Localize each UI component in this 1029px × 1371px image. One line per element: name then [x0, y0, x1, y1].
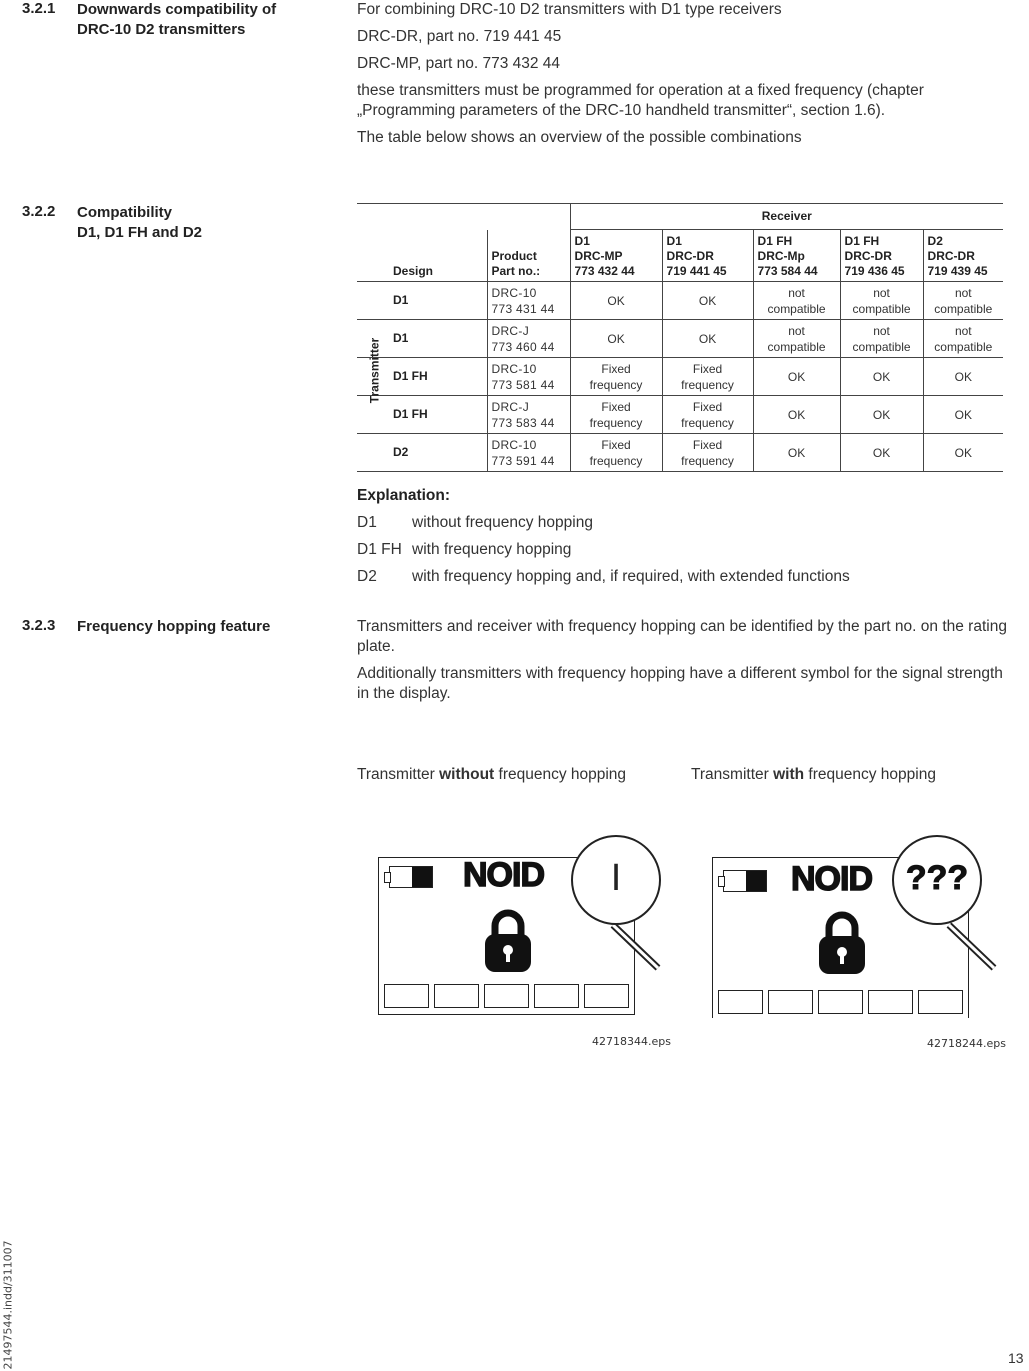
compat-cell — [840, 282, 923, 320]
compat-cell — [753, 358, 840, 396]
figure-left-title — [357, 765, 626, 785]
cell-line: Fixed — [601, 399, 631, 414]
compat-cell — [662, 434, 753, 472]
explanation-item — [357, 514, 1007, 541]
receiver-column-header — [753, 230, 840, 282]
section-number: 3.2.1 — [22, 0, 56, 17]
cell-line: OK — [787, 369, 806, 384]
section-title-line: DRC-10 D2 transmitters — [77, 21, 246, 38]
battery-icon — [723, 870, 767, 892]
header-line: 773 432 44 — [574, 264, 635, 278]
cell-line: OK — [872, 369, 891, 384]
compat-cell — [840, 320, 923, 358]
cell-line: frequency — [681, 453, 734, 468]
compat-cell — [662, 396, 753, 434]
product-cell — [487, 358, 570, 396]
table-row — [357, 396, 1003, 434]
explanation-text: with frequency hopping — [412, 541, 572, 558]
noid-text: NOID — [463, 856, 544, 894]
compat-cell — [753, 396, 840, 434]
cell-line: OK — [607, 293, 625, 308]
header-line: DRC-DR — [927, 249, 975, 263]
figure-title-bold: with — [773, 766, 805, 783]
header-line: 719 436 45 — [844, 264, 905, 278]
header-line: Product — [491, 249, 537, 263]
header-line: Part no.: — [491, 264, 541, 278]
product-line: DRC-J — [491, 399, 529, 414]
header-line: DRC-Mp — [757, 249, 805, 263]
compatibility-table — [357, 203, 1003, 472]
explanation-key: D2 — [357, 568, 377, 585]
cell-line: frequency — [681, 415, 734, 430]
cell-line: frequency — [589, 453, 643, 468]
receiver-column-header — [570, 230, 662, 282]
design-header: Design — [393, 230, 487, 282]
signal-segment — [918, 990, 963, 1014]
explanation-text: with frequency hopping and, if required, with extended functions — [412, 568, 850, 585]
figure-title-text: frequency hopping — [804, 766, 936, 783]
header-line: DRC-DR — [844, 249, 892, 263]
design-cell: D1 — [393, 320, 487, 358]
signal-segment — [434, 984, 479, 1008]
section-title — [77, 617, 337, 637]
cell-line: compatible — [934, 339, 993, 354]
figure-title-text: Transmitter — [691, 766, 774, 783]
section-number: 3.2.3 — [22, 617, 56, 634]
display-without-frequency-hopping — [378, 835, 668, 1020]
header-line: 719 439 45 — [927, 264, 988, 278]
cell-line: Fixed — [601, 361, 631, 376]
compat-cell — [570, 434, 662, 472]
compat-cell — [753, 434, 840, 472]
cell-line: not — [873, 323, 890, 338]
header-line: D1 FH — [844, 234, 880, 248]
cell-line: Fixed — [692, 399, 723, 414]
cell-line: compatible — [934, 301, 993, 316]
figure-caption-left: 42718344.eps — [592, 1035, 671, 1048]
section-title-line: Frequency hopping feature — [77, 618, 271, 635]
cell-line: compatible — [852, 301, 911, 316]
table-row — [357, 320, 1003, 358]
explanation-item — [357, 568, 1007, 595]
signal-symbol: I — [610, 857, 622, 899]
section-title-line: Downwards compatibility of — [77, 1, 277, 18]
lock-icon — [817, 908, 867, 976]
compat-cell — [662, 320, 753, 358]
product-line: 773 581 44 — [491, 377, 555, 392]
product-line: DRC-10 — [491, 437, 537, 452]
compat-cell — [570, 396, 662, 434]
section-title-line: D1, D1 FH and D2 — [77, 224, 203, 241]
product-line: DRC-J — [491, 323, 529, 338]
paragraph: For combining DRC-10 D2 transmitters with D1 type receivers — [357, 1, 782, 18]
product-cell — [487, 434, 570, 472]
cell-line: OK — [787, 407, 806, 422]
product-line: 773 591 44 — [491, 453, 555, 468]
compat-cell — [570, 358, 662, 396]
receiver-header: Receiver — [570, 204, 1003, 230]
paragraph: DRC-MP, part no. 773 432 44 — [357, 55, 561, 72]
product-cell — [487, 282, 570, 320]
product-line: DRC-10 — [491, 361, 537, 376]
cell-line: Fixed — [692, 361, 723, 376]
intro-text — [357, 0, 1007, 155]
compat-cell — [662, 358, 753, 396]
compat-cell — [923, 358, 1003, 396]
table-row — [357, 434, 1003, 472]
compat-cell — [570, 282, 662, 320]
figure-right-title — [691, 765, 936, 785]
compat-cell — [923, 320, 1003, 358]
product-line: 773 431 44 — [491, 301, 555, 316]
header-line: D1 — [574, 234, 590, 248]
cell-line: compatible — [767, 301, 826, 316]
paragraph: Additionally transmitters with frequency hopping have a different symbol for the signal strength in the display. — [357, 665, 1003, 702]
header-line: DRC-DR — [666, 249, 714, 263]
cell-line: not — [954, 285, 972, 300]
cell-line: OK — [954, 407, 972, 422]
section-title — [77, 203, 337, 243]
magnifier-lens — [571, 835, 661, 925]
table-row — [357, 358, 1003, 396]
compat-cell — [570, 320, 662, 358]
signal-segment — [584, 984, 629, 1008]
header-line: D1 FH — [757, 234, 793, 248]
magnifier-handle — [944, 920, 1004, 980]
cell-line: OK — [954, 445, 972, 460]
frequency-hopping-text — [357, 617, 1007, 711]
explanation-text: without frequency hopping — [412, 514, 593, 531]
display-with-frequency-hopping — [712, 835, 1002, 1020]
cell-line: OK — [872, 445, 891, 460]
product-cell — [487, 320, 570, 358]
lock-icon — [483, 906, 533, 974]
receiver-column-header — [923, 230, 1003, 282]
paragraph: these transmitters must be programmed for operation at a fixed frequency (chapter „Programming parameters of the DRC-10 handheld transmitter“, section 1.6). — [357, 82, 924, 119]
receiver-column-header — [662, 230, 753, 282]
compat-cell — [840, 396, 923, 434]
design-cell: D1 FH — [393, 358, 487, 396]
header-line: 719 441 45 — [666, 264, 727, 278]
signal-symbol: ??? — [905, 859, 969, 897]
cell-line: OK — [954, 369, 972, 384]
signal-segment — [534, 984, 579, 1008]
product-line: 773 583 44 — [491, 415, 555, 430]
cell-line: OK — [607, 331, 625, 346]
signal-segment — [868, 990, 913, 1014]
section-title — [77, 0, 337, 40]
section-title-line: Compatibility — [77, 204, 173, 221]
cell-line: not — [788, 285, 805, 300]
signal-segment — [484, 984, 529, 1008]
compat-cell — [923, 434, 1003, 472]
figure-title-text: frequency hopping — [494, 766, 627, 783]
cell-line: Fixed — [692, 437, 723, 452]
cell-line: Fixed — [601, 437, 631, 452]
cell-line: OK — [698, 293, 717, 308]
magnifier-lens — [892, 835, 982, 925]
cell-line: not — [873, 285, 890, 300]
cell-line: not — [788, 323, 805, 338]
signal-segment — [768, 990, 813, 1014]
cell-line: frequency — [681, 377, 734, 392]
cell-line: compatible — [767, 339, 826, 354]
explanation-key: D1 FH — [357, 541, 402, 558]
product-line: 773 460 44 — [491, 339, 555, 354]
cell-line: not — [954, 323, 972, 338]
compat-cell — [923, 396, 1003, 434]
signal-segment — [718, 990, 763, 1014]
header-line: DRC-MP — [574, 249, 623, 263]
compat-cell — [753, 282, 840, 320]
receiver-column-header — [840, 230, 923, 282]
product-cell — [487, 396, 570, 434]
page-number: 13 — [1008, 1350, 1024, 1366]
cell-line: OK — [787, 445, 806, 460]
compat-cell — [840, 358, 923, 396]
design-cell: D1 FH — [393, 396, 487, 434]
explanation — [357, 487, 1007, 595]
cell-line: OK — [698, 331, 717, 346]
explanation-item — [357, 541, 1007, 568]
compat-cell — [662, 282, 753, 320]
magnifier-handle — [608, 920, 668, 980]
figure-caption-right: 42718244.eps — [927, 1037, 1006, 1050]
product-header — [487, 230, 570, 282]
design-cell: D1 — [393, 282, 487, 320]
signal-segment — [384, 984, 429, 1008]
paragraph: The table below shows an overview of the possible combinations — [357, 129, 802, 146]
design-cell: D2 — [393, 434, 487, 472]
figure-title-text: Transmitter — [357, 766, 440, 783]
cell-line: compatible — [852, 339, 911, 354]
header-line: D2 — [927, 234, 943, 248]
table-row — [357, 282, 1003, 320]
compat-cell — [840, 434, 923, 472]
figure-title-bold: without — [439, 766, 495, 783]
margin-note: 21497544.indd/311007 — [1, 1240, 15, 1370]
header-line: 773 584 44 — [757, 264, 818, 278]
compat-cell — [923, 282, 1003, 320]
battery-icon — [389, 866, 433, 888]
transmitter-label: Transmitter — [367, 337, 382, 404]
paragraph: Transmitters and receiver with frequency hopping can be identified by the part no. on the rating plate. — [357, 618, 1007, 655]
cell-line: frequency — [589, 415, 643, 430]
header-line: D1 — [666, 234, 682, 248]
paragraph: DRC-DR, part no. 719 441 45 — [357, 28, 562, 45]
cell-line: OK — [872, 407, 891, 422]
product-line: DRC-10 — [491, 285, 537, 300]
cell-line: frequency — [589, 377, 643, 392]
section-number: 3.2.2 — [22, 203, 56, 220]
noid-text: NOID — [791, 860, 872, 898]
signal-segment — [818, 990, 863, 1014]
explanation-key: D1 — [357, 514, 377, 531]
compat-cell — [753, 320, 840, 358]
explanation-title: Explanation: — [357, 487, 451, 504]
